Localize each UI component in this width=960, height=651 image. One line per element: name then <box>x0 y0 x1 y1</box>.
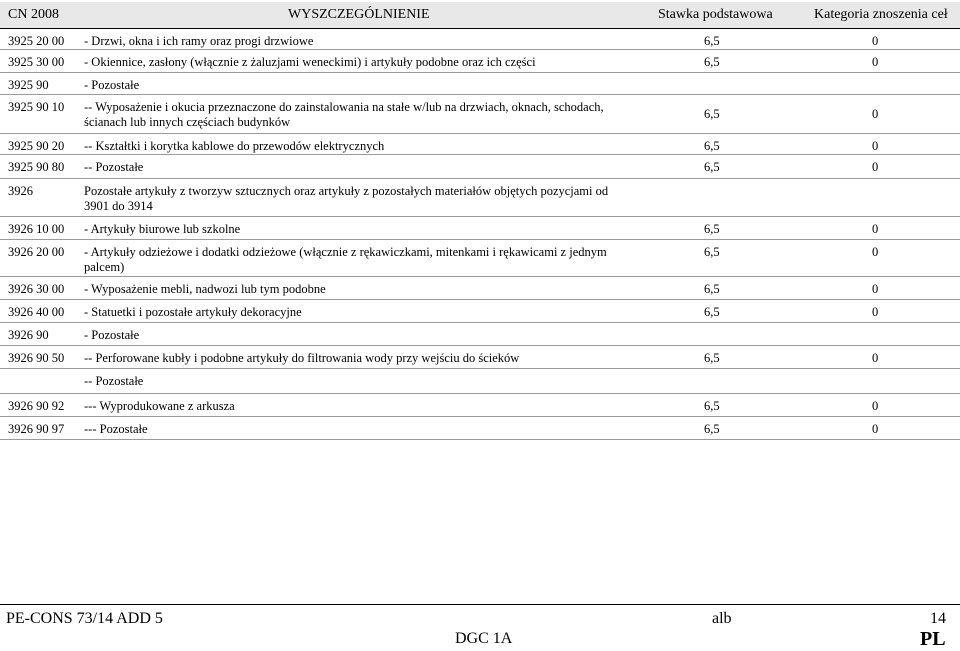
staging-category: 0 <box>872 55 879 69</box>
table-row <box>0 155 960 179</box>
base-rate: 6,5 <box>704 107 720 121</box>
footer-page-number: 14 <box>930 610 946 627</box>
cn-code: 3926 90 <box>8 328 49 342</box>
row-description: --- Pozostałe <box>84 422 148 436</box>
table-row <box>0 346 960 369</box>
cn-code: 3925 20 00 <box>8 34 65 48</box>
table-row <box>0 394 960 417</box>
table-row <box>0 240 960 277</box>
footer-doc-ref: PE-CONS 73/14 ADD 5 <box>6 610 163 627</box>
staging-category: 0 <box>872 139 879 153</box>
staging-category: 0 <box>872 282 879 296</box>
footer-divider <box>0 604 960 605</box>
row-description: --- Wyprodukowane z arkusza <box>84 399 235 413</box>
row-description: - Artykuły odzieżowe i dodatki odzieżowe (włącznie z rękawiczkami, mitenkami i rękawicami z jednym palcem) <box>84 245 607 274</box>
header-cn: CN 2008 <box>8 7 59 22</box>
table-row <box>0 217 960 240</box>
row-description: -- Pozostałe <box>84 160 144 174</box>
base-rate: 6,5 <box>704 422 720 436</box>
base-rate: 6,5 <box>704 245 720 259</box>
staging-category: 0 <box>872 305 879 319</box>
table-row <box>0 417 960 440</box>
row-description: - Artykuły biurowe lub szkolne <box>84 222 241 236</box>
table-row <box>0 134 960 155</box>
base-rate: 6,5 <box>704 34 720 48</box>
staging-category: 0 <box>872 34 879 48</box>
table-row <box>0 29 960 50</box>
base-rate: 6,5 <box>704 222 720 236</box>
cn-code: 3925 90 20 <box>8 139 65 153</box>
staging-category: 0 <box>872 422 879 436</box>
header-base-rate: Stawka podstawowa <box>658 7 773 22</box>
table-row <box>0 73 960 95</box>
cn-code: 3925 90 10 <box>8 100 65 114</box>
cn-code: 3926 20 00 <box>8 245 65 259</box>
row-description: -- Pozostałe <box>84 374 144 388</box>
staging-category: 0 <box>872 107 879 121</box>
base-rate: 6,5 <box>704 160 720 174</box>
table-row <box>0 277 960 300</box>
cn-code: 3925 90 80 <box>8 160 65 174</box>
row-description: - Wyposażenie mebli, nadwozi lub tym podobne <box>84 282 326 296</box>
row-description: -- Wyposażenie i okucia przeznaczone do zainstalowania na stałe w/lub na drzwiach, oknach, schodach, ścianach lub innych częściach budynków <box>84 100 604 129</box>
base-rate: 6,5 <box>704 399 720 413</box>
base-rate: 6,5 <box>704 351 720 365</box>
row-description: - Pozostałe <box>84 328 140 342</box>
footer-dgc: DGC 1A <box>455 630 513 647</box>
base-rate: 6,5 <box>704 282 720 296</box>
table-row <box>0 95 960 134</box>
row-description: - Drzwi, okna i ich ramy oraz progi drzwiowe <box>84 34 314 48</box>
staging-category: 0 <box>872 399 879 413</box>
row-description: Pozostałe artykuły z tworzyw sztucznych oraz artykuły z pozostałych materiałów objętych pozycjami od 3901 do 3914 <box>84 184 609 213</box>
table-row <box>0 369 960 394</box>
header-description: WYSZCZEGÓLNIENIE <box>288 7 430 22</box>
cn-code: 3926 40 00 <box>8 305 65 319</box>
staging-category: 0 <box>872 245 879 259</box>
cn-code: 3926 30 00 <box>8 282 65 296</box>
base-rate: 6,5 <box>704 305 720 319</box>
table-header <box>0 2 960 29</box>
staging-category: 0 <box>872 222 879 236</box>
base-rate: 6,5 <box>704 139 720 153</box>
row-description: -- Kształtki i korytka kablowe do przewodów elektrycznych <box>84 139 385 153</box>
cn-code: 3926 10 00 <box>8 222 65 236</box>
cn-code: 3925 90 <box>8 78 49 92</box>
header-category: Kategoria znoszenia ceł <box>814 7 948 22</box>
table-row <box>0 179 960 217</box>
cn-code: 3926 90 92 <box>8 399 65 413</box>
footer-initials: alb <box>712 610 732 627</box>
cn-code: 3925 30 00 <box>8 55 65 69</box>
base-rate: 6,5 <box>704 55 720 69</box>
staging-category: 0 <box>872 351 879 365</box>
row-description: - Statuetki i pozostałe artykuły dekoracyjne <box>84 305 302 319</box>
table-row <box>0 50 960 73</box>
cn-code: 3926 90 97 <box>8 422 65 436</box>
row-description: - Pozostałe <box>84 78 140 92</box>
row-description: -- Perforowane kubły i podobne artykuły do filtrowania wody przy wejściu do ścieków <box>84 351 520 365</box>
cn-code: 3926 <box>8 184 33 198</box>
row-description: - Okiennice, zasłony (włącznie z żaluzjami weneckimi) i artykuły podobne oraz ich części <box>84 55 536 69</box>
cn-code: 3926 90 50 <box>8 351 65 365</box>
table-row <box>0 300 960 323</box>
staging-category: 0 <box>872 160 879 174</box>
table-row <box>0 323 960 346</box>
footer-language: PL <box>920 628 946 650</box>
